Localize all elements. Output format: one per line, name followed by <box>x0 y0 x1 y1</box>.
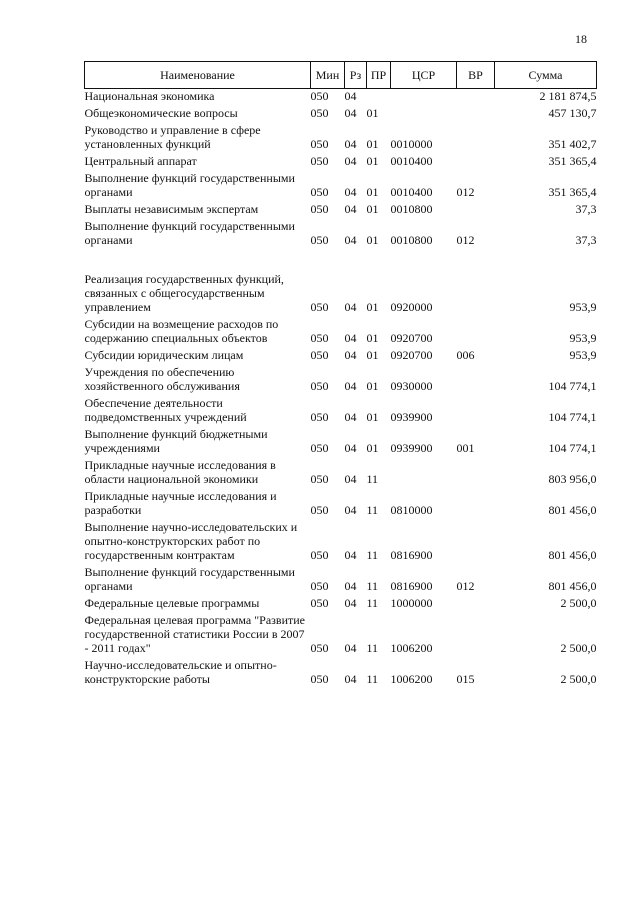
table-row <box>85 171 597 202</box>
row-csr: 0010400 <box>390 185 433 199</box>
row-csr: 1006200 <box>390 641 433 655</box>
table-row <box>85 565 597 596</box>
row-csr <box>391 89 457 107</box>
row-sum: 953,9 <box>569 331 597 345</box>
row-min: 050 <box>310 379 329 393</box>
row-name: Федеральные целевые программы <box>84 596 260 610</box>
table-row <box>85 613 597 658</box>
table-row <box>85 219 597 250</box>
row-name: Федеральная целевая программа "Развитие государственной статистики России в 2007 - 2011 годах" <box>84 613 305 655</box>
row-rz: 04 <box>344 641 357 655</box>
row-name: Субсидии юридическим лицам <box>84 348 244 362</box>
row-name: Общеэкономические вопросы <box>84 106 238 120</box>
row-sum: 37,3 <box>575 202 597 216</box>
row-min: 050 <box>310 300 329 314</box>
row-pr: 11 <box>366 596 379 610</box>
row-min: 050 <box>310 331 329 345</box>
row-sum: 104 774,1 <box>548 379 597 393</box>
row-min: 050 <box>310 441 329 455</box>
row-name: Прикладные научные исследования и разработки <box>84 489 277 517</box>
row-vr: 012 <box>456 185 475 199</box>
row-sum: 37,3 <box>575 233 597 247</box>
row-rz: 04 <box>344 331 357 345</box>
table-row <box>85 658 597 689</box>
table-row <box>85 520 597 565</box>
row-rz: 04 <box>344 579 357 593</box>
row-pr: 11 <box>366 472 379 486</box>
row-pr: 01 <box>366 154 379 168</box>
row-name: Руководство и управление в сфере установленных функций <box>84 123 261 151</box>
row-pr: 01 <box>366 441 379 455</box>
row-pr: 01 <box>366 410 379 424</box>
row-name: Прикладные научные исследования в области национальной экономики <box>84 458 276 486</box>
row-name: Субсидии на возмещение расходов по содержанию специальных объектов <box>84 317 279 345</box>
row-vr <box>457 396 495 427</box>
row-pr: 01 <box>366 233 379 247</box>
column-header-pr: ПР <box>367 62 391 89</box>
row-vr: 001 <box>456 441 475 455</box>
row-vr: 012 <box>456 233 475 247</box>
row-sum: 801 456,0 <box>548 503 597 517</box>
row-vr <box>457 106 495 123</box>
table-row <box>85 365 597 396</box>
row-csr: 0920700 <box>390 348 433 362</box>
table-row <box>85 489 597 520</box>
row-csr: 0930000 <box>390 379 433 393</box>
row-vr <box>457 596 495 613</box>
row-vr: 015 <box>456 672 475 686</box>
table-header-row <box>85 62 597 89</box>
row-sum: 2 181 874,5 <box>539 89 597 103</box>
row-name: Выполнение функций государственными органами <box>84 171 295 199</box>
row-sum: 2 500,0 <box>560 596 597 610</box>
row-min: 050 <box>310 185 329 199</box>
row-min: 050 <box>310 503 329 517</box>
row-vr <box>457 89 495 107</box>
row-sum: 351 365,4 <box>548 154 597 168</box>
table-row <box>85 89 597 107</box>
row-pr: 01 <box>366 202 379 216</box>
row-sum: 351 402,7 <box>548 137 597 151</box>
row-name: Выполнение функций государственными органами <box>84 219 295 247</box>
row-pr: 01 <box>366 331 379 345</box>
row-min: 050 <box>310 89 329 103</box>
row-min: 050 <box>310 137 329 151</box>
row-vr: 006 <box>456 348 475 362</box>
row-sum: 953,9 <box>569 300 597 314</box>
table-row <box>85 317 597 348</box>
row-vr <box>457 202 495 219</box>
row-csr: 0010800 <box>390 233 433 247</box>
budget-table <box>84 61 597 689</box>
row-rz: 04 <box>344 441 357 455</box>
row-csr: 0010800 <box>390 202 433 216</box>
row-rz: 04 <box>344 672 357 686</box>
row-csr <box>391 106 457 123</box>
row-name: Научно-исследовательские и опытно-конструкторские работы <box>84 658 277 686</box>
row-csr: 0816900 <box>390 579 433 593</box>
row-csr: 0010000 <box>390 137 433 151</box>
row-csr <box>391 458 457 489</box>
page-number: 18 <box>575 32 587 46</box>
row-min: 050 <box>310 154 329 168</box>
row-min: 050 <box>310 596 329 610</box>
row-vr <box>457 520 495 565</box>
row-rz: 04 <box>344 89 357 103</box>
row-name: Выполнение функций бюджетными учреждениями <box>84 427 268 455</box>
row-csr: 0920000 <box>390 300 433 314</box>
row-rz: 04 <box>344 379 357 393</box>
row-sum: 803 956,0 <box>548 472 597 486</box>
row-rz: 04 <box>344 233 357 247</box>
row-min: 050 <box>310 233 329 247</box>
table-row <box>85 202 597 219</box>
row-csr: 0920700 <box>390 331 433 345</box>
row-name: Центральный аппарат <box>84 154 197 168</box>
row-csr: 0010400 <box>390 154 433 168</box>
column-header-csr: ЦСР <box>391 62 457 89</box>
table-row <box>85 250 597 317</box>
row-name: Выплаты независимым экспертам <box>84 202 259 216</box>
row-rz: 04 <box>344 300 357 314</box>
row-min: 050 <box>310 548 329 562</box>
table-row <box>85 427 597 458</box>
row-min: 050 <box>310 579 329 593</box>
column-header-min: Мин <box>311 62 345 89</box>
table-row <box>85 458 597 489</box>
row-vr <box>457 154 495 171</box>
row-rz: 04 <box>344 348 357 362</box>
row-pr <box>367 89 391 107</box>
row-vr <box>457 489 495 520</box>
table-body <box>85 89 597 690</box>
row-sum: 2 500,0 <box>560 641 597 655</box>
row-name: Национальная экономика <box>84 89 215 103</box>
row-name: Выполнение функций государственными органами <box>84 565 295 593</box>
row-vr <box>457 458 495 489</box>
row-name: Выполнение научно-исследовательских и опытно-конструкторских работ по государственным контрактам <box>84 520 298 562</box>
row-csr: 0816900 <box>390 548 433 562</box>
row-sum: 457 130,7 <box>548 106 597 120</box>
row-rz: 04 <box>344 137 357 151</box>
row-sum: 2 500,0 <box>560 672 597 686</box>
row-vr <box>457 613 495 658</box>
row-pr: 01 <box>366 348 379 362</box>
row-rz: 04 <box>344 154 357 168</box>
row-rz: 04 <box>344 185 357 199</box>
row-csr: 0939900 <box>390 410 433 424</box>
row-min: 050 <box>310 641 329 655</box>
row-pr: 01 <box>366 106 379 120</box>
row-vr <box>457 250 495 317</box>
column-header-vr: ВР <box>457 62 495 89</box>
column-header-name: Наименование <box>85 62 311 89</box>
row-sum: 801 456,0 <box>548 579 597 593</box>
row-rz: 04 <box>344 503 357 517</box>
row-name: Реализация государственных функций, связанных с общегосударственным управлением <box>84 272 284 314</box>
column-header-sum: Сумма <box>495 62 597 89</box>
row-rz: 04 <box>344 596 357 610</box>
table-row <box>85 396 597 427</box>
row-vr <box>457 123 495 154</box>
row-pr: 01 <box>366 185 379 199</box>
row-sum: 953,9 <box>569 348 597 362</box>
row-csr: 0939900 <box>390 441 433 455</box>
row-rz: 04 <box>344 472 357 486</box>
row-sum: 104 774,1 <box>548 441 597 455</box>
row-rz: 04 <box>344 410 357 424</box>
row-pr: 01 <box>366 300 379 314</box>
row-vr <box>457 365 495 396</box>
row-pr: 11 <box>366 641 379 655</box>
table-row <box>85 154 597 171</box>
column-header-rz: Рз <box>345 62 367 89</box>
row-sum: 801 456,0 <box>548 548 597 562</box>
row-rz: 04 <box>344 106 357 120</box>
row-min: 050 <box>310 106 329 120</box>
row-min: 050 <box>310 672 329 686</box>
row-min: 050 <box>310 472 329 486</box>
row-pr: 11 <box>366 548 379 562</box>
table-row <box>85 106 597 123</box>
row-min: 050 <box>310 348 329 362</box>
row-vr <box>457 317 495 348</box>
table-row <box>85 123 597 154</box>
row-rz: 04 <box>344 202 357 216</box>
row-min: 050 <box>310 202 329 216</box>
table-row <box>85 348 597 365</box>
row-csr: 1000000 <box>390 596 433 610</box>
row-vr: 012 <box>456 579 475 593</box>
row-name: Учреждения по обеспечению хозяйственного обслуживания <box>84 365 240 393</box>
row-csr: 0810000 <box>390 503 433 517</box>
row-name: Обеспечение деятельности подведомственных учреждений <box>84 396 247 424</box>
table-row <box>85 596 597 613</box>
row-csr: 1006200 <box>390 672 433 686</box>
row-pr: 01 <box>366 379 379 393</box>
row-rz: 04 <box>344 548 357 562</box>
row-pr: 11 <box>366 579 379 593</box>
row-pr: 01 <box>366 137 379 151</box>
row-sum: 351 365,4 <box>548 185 597 199</box>
row-min: 050 <box>310 410 329 424</box>
row-pr: 11 <box>366 672 379 686</box>
row-pr: 11 <box>366 503 379 517</box>
row-sum: 104 774,1 <box>548 410 597 424</box>
